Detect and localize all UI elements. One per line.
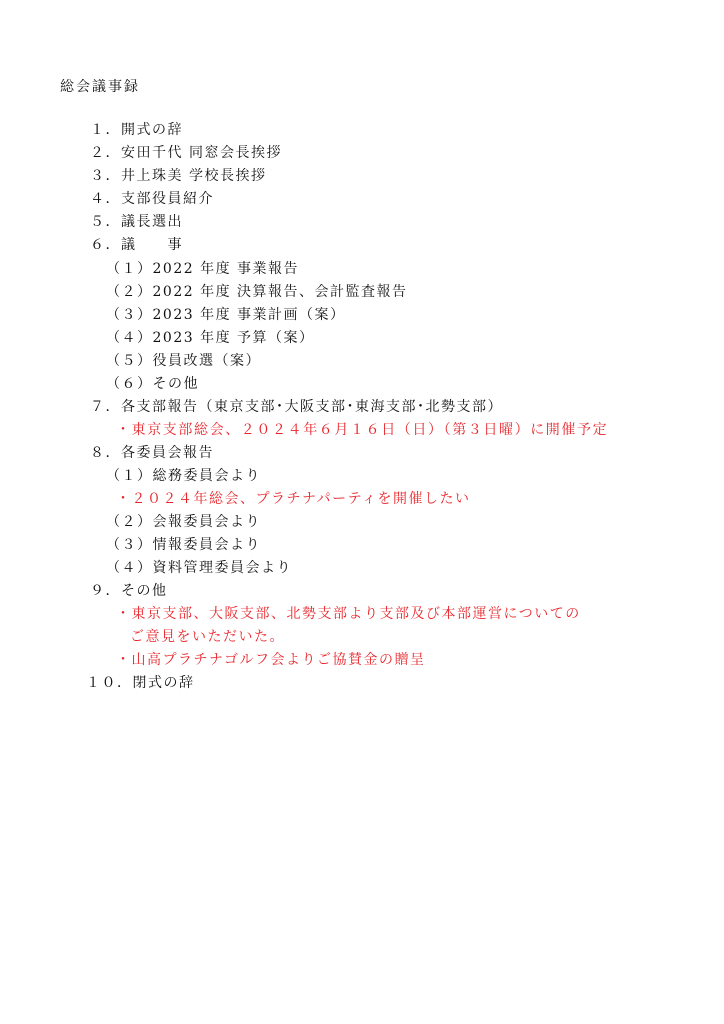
agenda-subitem-6-3: （３）2023 年度 事業計画（案）: [106, 307, 346, 323]
agenda-item-4: ４．支部役員紹介: [90, 191, 214, 207]
agenda-item-7: ７．各支部報告（東京支部･大阪支部･東海支部･北勢支部）: [90, 399, 503, 415]
agenda-item-2: ２．安田千代 同窓会長挨拶: [90, 145, 282, 161]
agenda-item-9: ９．その他: [90, 583, 168, 599]
agenda-item-5: ５．議長選出: [90, 214, 183, 230]
agenda-note-9-1-cont: ご意見をいただいた。: [130, 629, 285, 645]
agenda-subitem-6-6: （６）その他: [106, 376, 199, 392]
agenda-subitem-6-2: （２）2022 年度 決算報告、会計監査報告: [106, 284, 408, 300]
agenda-note-7: ・東京支部総会、２０２４年６月１６日（日）（第３日曜）に開催予定: [116, 422, 609, 438]
agenda-subitem-8-2: （２）会報委員会より: [106, 514, 261, 530]
agenda-item-10: １０．閉式の辞: [86, 675, 195, 691]
agenda-subitem-6-5: （５）役員改選（案）: [106, 353, 261, 369]
agenda-note-8-1: ・２０２４年総会、プラチナパーティを開催したい: [116, 491, 471, 507]
agenda-item-3: ３．井上珠美 学校長挨拶: [90, 168, 267, 184]
agenda-subitem-6-1: （１）2022 年度 事業報告: [106, 261, 300, 277]
agenda-item-1: １．開式の辞: [90, 122, 183, 138]
agenda-item-6: ６．議 事: [90, 237, 183, 253]
agenda-subitem-8-4: （４）資料管理委員会より: [106, 560, 292, 576]
agenda-subitem-6-4: （４）2023 年度 予算（案）: [106, 330, 315, 346]
agenda-item-8: ８．各委員会報告: [90, 445, 214, 461]
agenda-note-9-1: ・東京支部、大阪支部、北勢支部より支部及び本部運営についての: [116, 606, 581, 622]
agenda-subitem-8-3: （３）情報委員会より: [106, 537, 261, 553]
agenda-note-9-2: ・山高プラチナゴルフ会よりご協賛金の贈呈: [116, 652, 426, 668]
document-title: 総会議事録: [60, 79, 140, 95]
agenda-subitem-8-1: （１）総務委員会より: [106, 468, 261, 484]
